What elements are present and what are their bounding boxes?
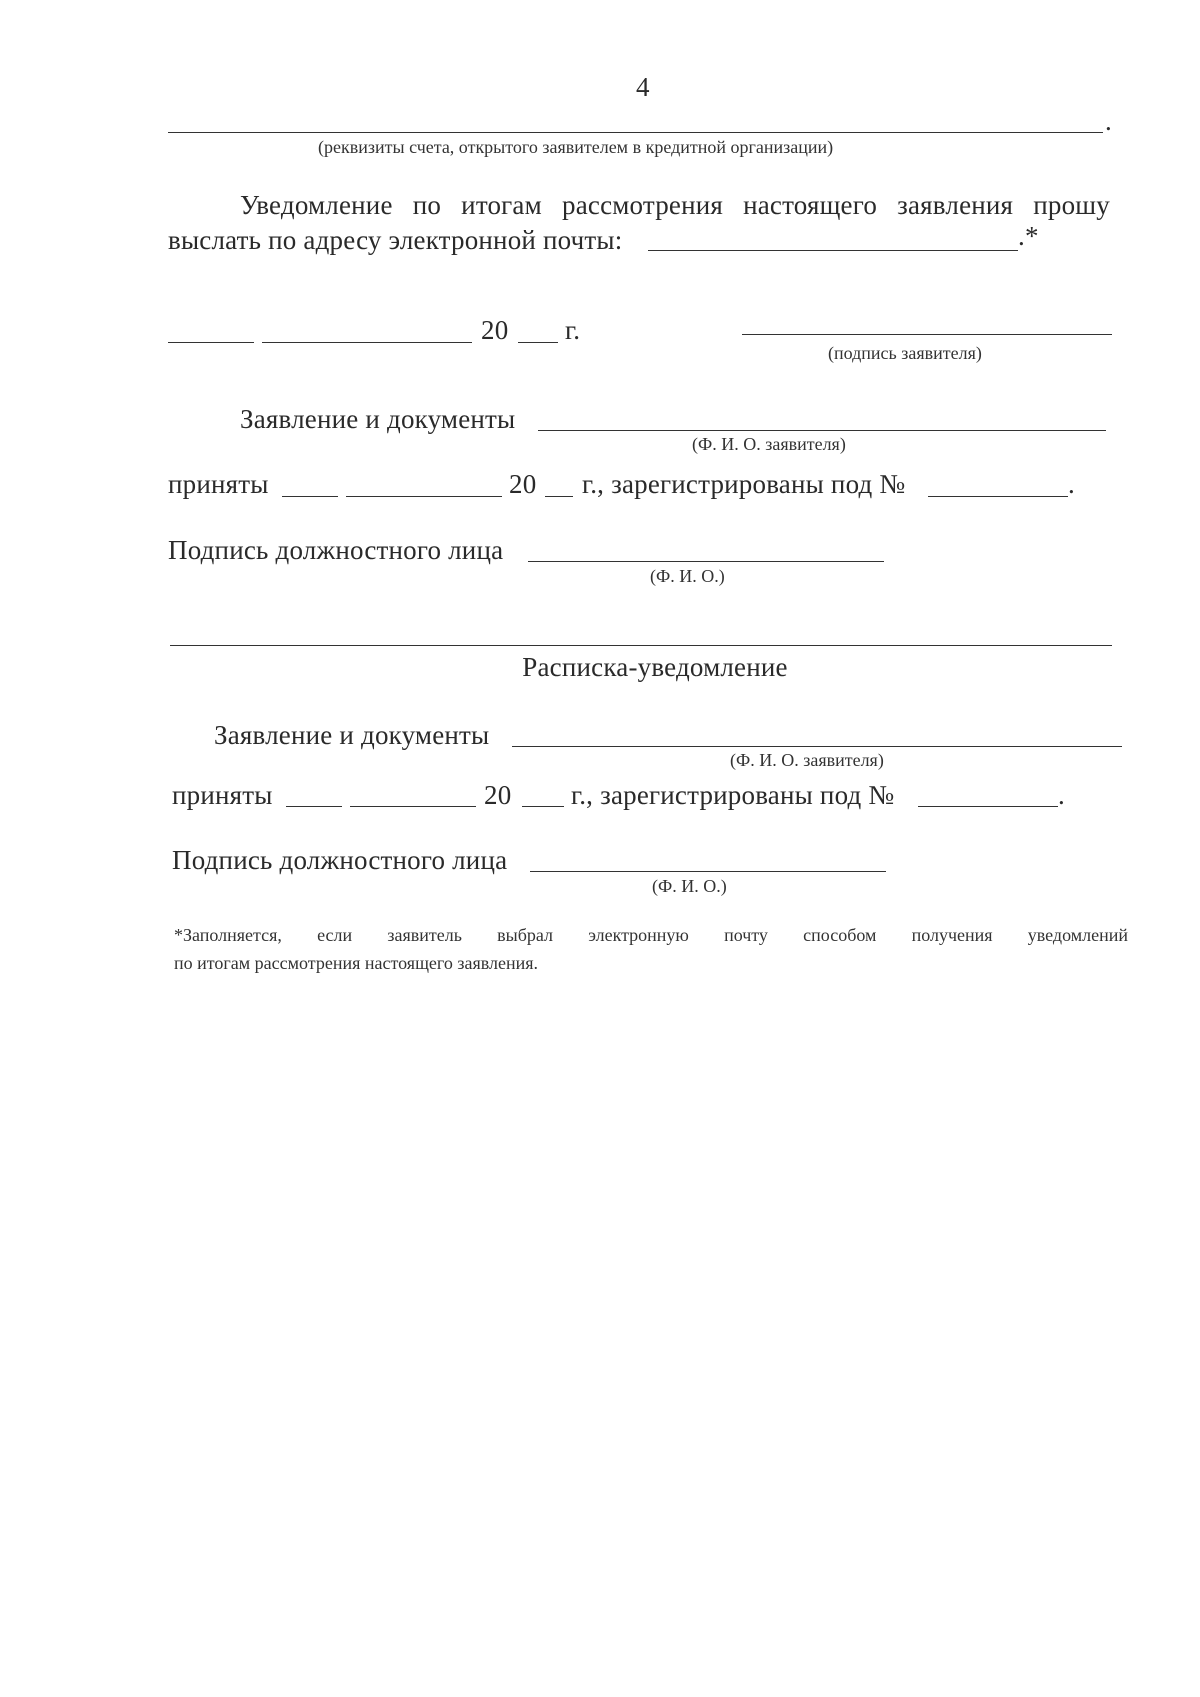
month-field-line[interactable] <box>262 342 472 343</box>
official-signature-line[interactable] <box>528 561 884 562</box>
receipt-year-line[interactable] <box>522 806 564 807</box>
year-prefix: 20 <box>481 315 509 345</box>
receipt-official-fio-caption: (Ф. И. О.) <box>652 876 727 896</box>
accepted-day-line[interactable] <box>282 496 338 497</box>
registration-end-dot: . <box>1068 469 1075 499</box>
notification-line-2-prefix: выслать по адресу электронной почты: <box>168 225 623 255</box>
receipt-title: Расписка-уведомление <box>522 652 788 682</box>
day-field-line[interactable] <box>168 342 254 343</box>
receipt-applicant-fio-line[interactable] <box>512 746 1122 747</box>
receipt-official-signature-line[interactable] <box>530 871 886 872</box>
receipt-year-prefix: 20 <box>484 780 512 810</box>
receipt-accepted-month-line[interactable] <box>350 806 476 807</box>
receipt-accepted-day-line[interactable] <box>286 806 342 807</box>
cut-separator-line <box>170 645 1112 646</box>
account-requisites-caption: (реквизиты счета, открытого заявителем в кредитной организации) <box>318 137 834 157</box>
registered-text: г., зарегистрированы под № <box>582 469 906 499</box>
receipt-official-signature-label: Подпись должностного лица <box>172 845 508 875</box>
applicant-fio-line[interactable] <box>538 430 1106 431</box>
receipt-docs-label: Заявление и документы <box>214 720 490 750</box>
account-end-dot: . <box>1105 106 1112 136</box>
page-number: 4 <box>636 72 650 102</box>
accepted-year-line[interactable] <box>545 496 573 497</box>
applicant-signature-caption: (подпись заявителя) <box>828 343 982 363</box>
account-requisites-line[interactable] <box>168 132 1103 133</box>
docs-label: Заявление и документы <box>240 404 516 434</box>
notification-line-1: Уведомление по итогам рассмотрения настоящего заявления прошу <box>240 190 1110 220</box>
receipt-applicant-fio-caption: (Ф. И. О. заявителя) <box>730 750 884 770</box>
receipt-accepted-label: приняты <box>172 780 273 810</box>
year-suffix: г. <box>565 315 581 345</box>
registration-number-line[interactable] <box>928 496 1068 497</box>
notification-line-2-suffix: .* <box>1018 221 1039 251</box>
receipt-registration-number-line[interactable] <box>918 806 1058 807</box>
footnote-line-1: *Заполняется, если заявитель выбрал электронную почту способом получения уведомлений <box>174 925 1128 945</box>
applicant-fio-caption: (Ф. И. О. заявителя) <box>692 434 846 454</box>
official-fio-caption: (Ф. И. О.) <box>650 566 725 586</box>
receipt-registered-text: г., зарегистрированы под № <box>571 780 895 810</box>
year-field-line[interactable] <box>518 342 558 343</box>
applicant-signature-line[interactable] <box>742 334 1112 335</box>
email-field-line[interactable] <box>648 250 1018 251</box>
accepted-year-prefix: 20 <box>509 469 537 499</box>
accepted-month-line[interactable] <box>346 496 502 497</box>
accepted-label: приняты <box>168 469 269 499</box>
footnote-line-2: по итогам рассмотрения настоящего заявления. <box>174 953 539 973</box>
receipt-registration-end-dot: . <box>1058 780 1065 810</box>
official-signature-label: Подпись должностного лица <box>168 535 504 565</box>
